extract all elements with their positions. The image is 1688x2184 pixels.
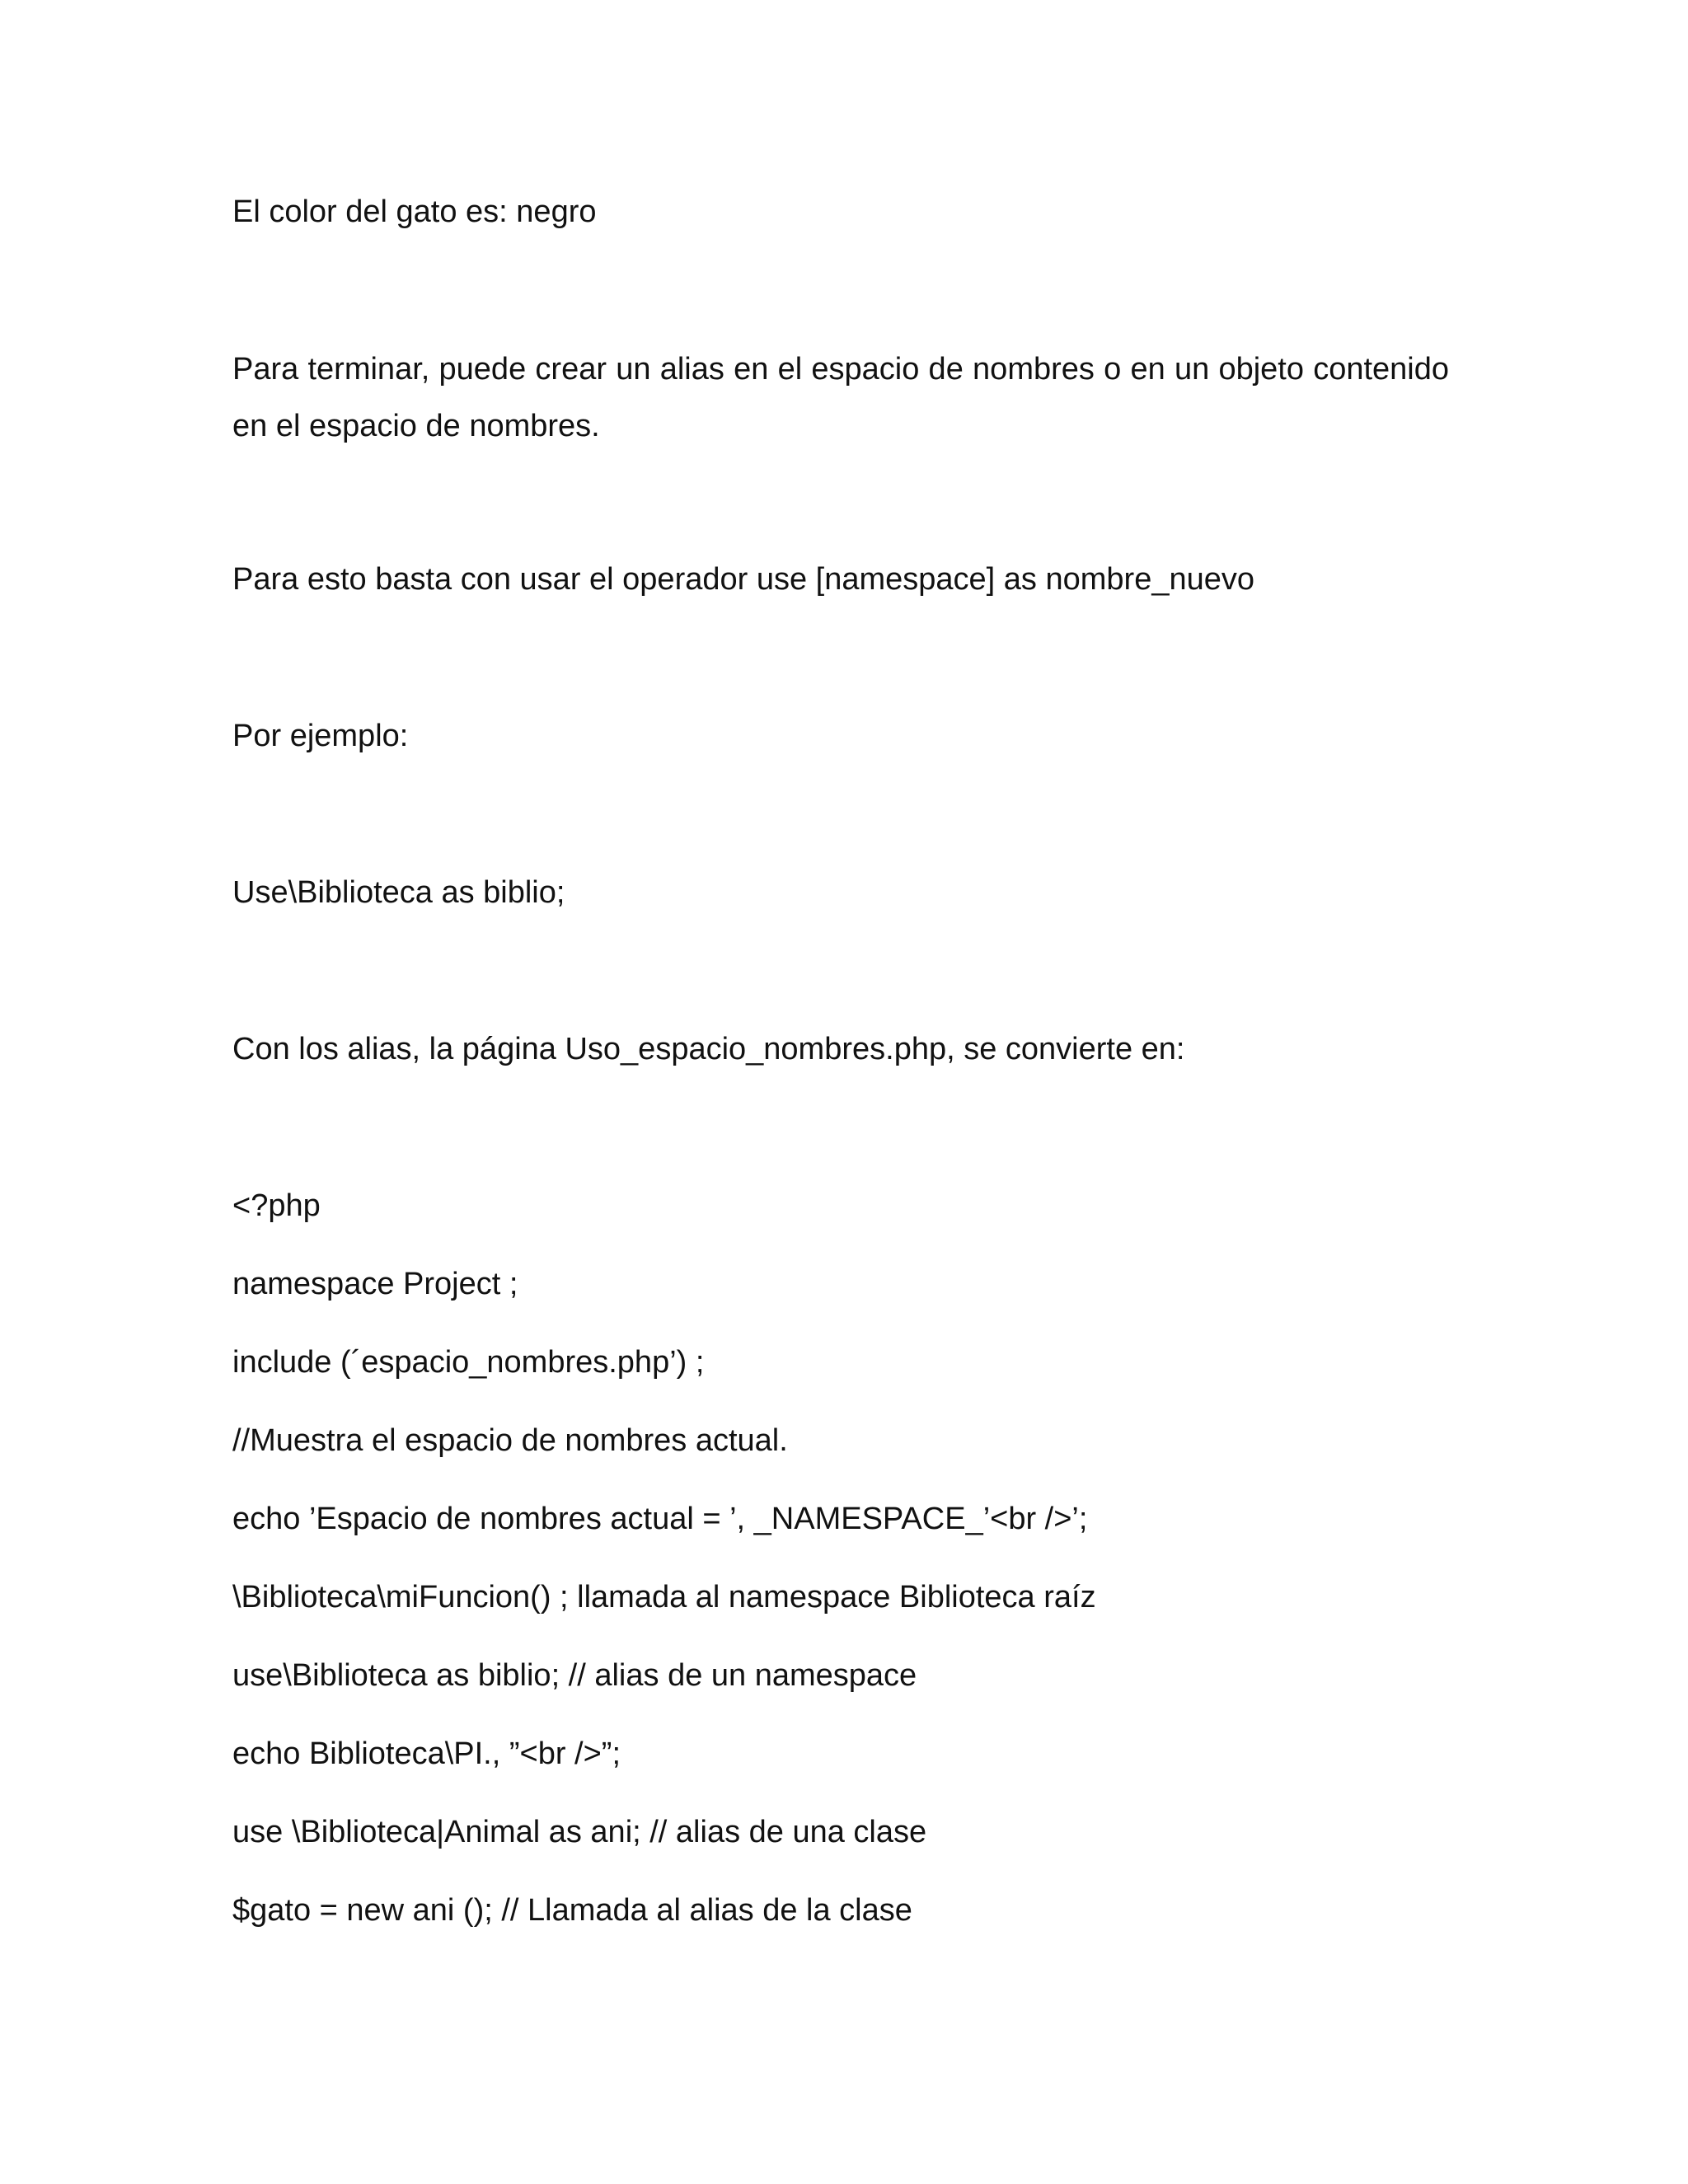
code-line: include (´espacio_nombres.php’) ; (232, 1345, 705, 1380)
paragraph-example-label: Por ejemplo: (232, 719, 409, 753)
paragraph-cat-color: El color del gato es: negro (232, 194, 597, 229)
code-line: echo ’Espacio de nombres actual = ’, _NAMESPACE_’<br />’; (232, 1502, 1088, 1536)
paragraph-alias-intro: Para terminar, puede crear un alias en el espacio de nombres o en un objeto contenido en el espacio de nombres. (232, 352, 1449, 443)
paragraph-use-operator: Para esto basta con usar el operador use [namespace] as nombre_nuevo (232, 562, 1254, 597)
code-line: echo Biblioteca\PI., ”<br />”; (232, 1736, 621, 1771)
paragraph-alias-page: Con los alias, la página Uso_espacio_nombres.php, se convierte en: (232, 1032, 1185, 1066)
code-line: namespace Project ; (232, 1267, 518, 1301)
code-line: //Muestra el espacio de nombres actual. (232, 1423, 788, 1458)
code-line: <?php (232, 1188, 321, 1223)
code-line: $gato = new ani (); // Llamada al alias de la clase (232, 1893, 912, 1928)
paragraph-use-statement: Use\Biblioteca as biblio; (232, 875, 565, 910)
code-line: \Biblioteca\miFuncion() ; llamada al namespace Biblioteca raíz (232, 1580, 1096, 1615)
code-line: use\Biblioteca as biblio; // alias de un namespace (232, 1658, 917, 1693)
code-line: use \Biblioteca|Animal as ani; // alias de una clase (232, 1815, 927, 1849)
